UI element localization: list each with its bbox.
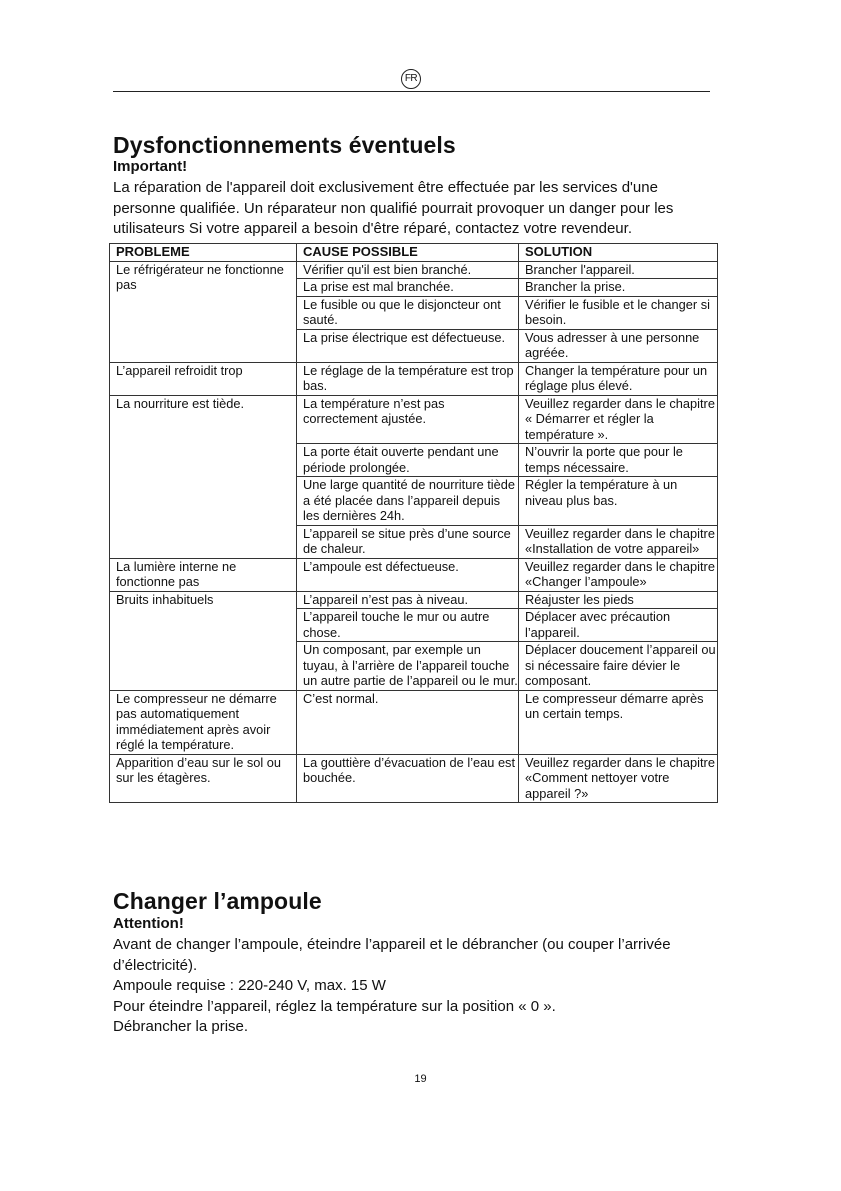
header-rule	[113, 91, 710, 92]
language-badge: FR	[401, 69, 421, 89]
cause-cell: C’est normal.	[297, 690, 519, 754]
table-row	[110, 395, 718, 444]
solution-cell: Le compresseur démarre après un certain temps.	[519, 690, 718, 754]
attention-label: Attention!	[113, 915, 184, 932]
solution-cell: N’ouvrir la porte que pour le temps nécessaire.	[519, 444, 718, 477]
bulb-instruction-line: d’électricité).	[113, 956, 198, 974]
cause-cell: Une large quantité de nourriture tiède a été placée dans l’appareil depuis les dernières 24h.	[297, 477, 519, 526]
column-header-solution: SOLUTION	[519, 244, 718, 262]
solution-cell: Veuillez regarder dans le chapitre «Comment nettoyer votre appareil ?»	[519, 754, 718, 803]
solution-cell: Veuillez regarder dans le chapitre «Changer l’ampoule»	[519, 558, 718, 591]
cause-cell: Vérifier qu'il est bien branché.	[297, 261, 519, 279]
solution-cell: Déplacer avec précaution l’appareil.	[519, 609, 718, 642]
bulb-instruction-line: Débrancher la prise.	[113, 1018, 249, 1035]
table-row	[110, 362, 718, 395]
solution-cell: Déplacer doucement l’appareil ou si nécessaire faire dévier le composant.	[519, 642, 718, 691]
problem-cell: L’appareil refroidit trop	[110, 362, 297, 395]
cause-cell: La prise est mal branchée.	[297, 279, 519, 297]
problem-cell: La nourriture est tiède.	[110, 395, 297, 558]
problem-cell: Le compresseur ne démarre pas automatiquement immédiatement après avoir réglé la température.	[110, 690, 297, 754]
problem-cell: La lumière interne ne fonctionne pas	[110, 558, 297, 591]
table-row	[110, 261, 718, 279]
problem-cell: Bruits inhabituels	[110, 591, 297, 690]
troubleshooting-table	[109, 243, 718, 803]
page-number: 19	[414, 1073, 427, 1085]
bulb-instruction-line: Pour éteindre l’appareil, réglez la température sur la position « 0 ».	[113, 997, 556, 1015]
solution-cell: Brancher la prise.	[519, 279, 718, 297]
solution-cell: Vérifier le fusible et le changer si besoin.	[519, 296, 718, 329]
section-title-change-bulb: Changer l’ampoule	[113, 888, 322, 914]
cause-cell: L’appareil se situe près d’une source de chaleur.	[297, 525, 519, 558]
cause-cell: Un composant, par exemple un tuyau, à l’arrière de l’appareil touche un autre partie de l’appareil ou le mur.	[297, 642, 519, 691]
table-row	[110, 754, 718, 803]
important-paragraph: La réparation de l'appareil doit exclusivement être effectuée par les services d'une personne qualifiée. Un réparateur non qualifié pourrait provoquer un danger pour les utilisateurs Si votre appareil a besoin d'être réparé, contactez votre revendeur.	[113, 179, 674, 237]
cause-cell: La température n’est pas correctement ajustée.	[297, 395, 519, 444]
problem-cell: Le réfrigérateur ne fonctionne pas	[110, 261, 297, 362]
solution-cell: Réajuster les pieds	[519, 591, 718, 609]
section-title-malfunctions: Dysfonctionnements éventuels	[113, 132, 456, 158]
cause-cell: La prise électrique est défectueuse.	[297, 329, 519, 362]
solution-cell: Régler la température à un niveau plus bas.	[519, 477, 718, 526]
solution-cell: Veuillez regarder dans le chapitre « Démarrer et régler la température ».	[519, 395, 718, 444]
table-body	[110, 261, 718, 803]
cause-cell: La porte était ouverte pendant une période prolongée.	[297, 444, 519, 477]
column-header-problem: PROBLEME	[110, 244, 297, 262]
bulb-instruction-line: Ampoule requise : 220-240 V, max. 15 W	[113, 977, 386, 994]
cause-cell: L’appareil touche le mur ou autre chose.	[297, 609, 519, 642]
solution-cell: Veuillez regarder dans le chapitre «Installation de votre appareil»	[519, 525, 718, 558]
problem-cell: Apparition d’eau sur le sol ou sur les étagères.	[110, 754, 297, 803]
important-label: Important!	[113, 158, 188, 175]
cause-cell: Le fusible ou que le disjoncteur ont sauté.	[297, 296, 519, 329]
solution-cell: Vous adresser à une personne agréée.	[519, 329, 718, 362]
cause-cell: La gouttière d’évacuation de l’eau est bouchée.	[297, 754, 519, 803]
column-header-cause: CAUSE POSSIBLE	[297, 244, 519, 262]
cause-cell: Le réglage de la température est trop bas.	[297, 362, 519, 395]
table-row	[110, 558, 718, 591]
cause-cell: L’appareil n’est pas à niveau.	[297, 591, 519, 609]
solution-cell: Brancher l'appareil.	[519, 261, 718, 279]
table-header-row	[110, 244, 718, 262]
bulb-instruction-line: Avant de changer l’ampoule, éteindre l’appareil et le débrancher (ou couper l’arrivée	[113, 936, 671, 953]
solution-cell: Changer la température pour un réglage plus élevé.	[519, 362, 718, 395]
table-row	[110, 591, 718, 609]
bulb-instructions	[113, 935, 713, 1038]
table-row	[110, 690, 718, 754]
cause-cell: L’ampoule est défectueuse.	[297, 558, 519, 591]
